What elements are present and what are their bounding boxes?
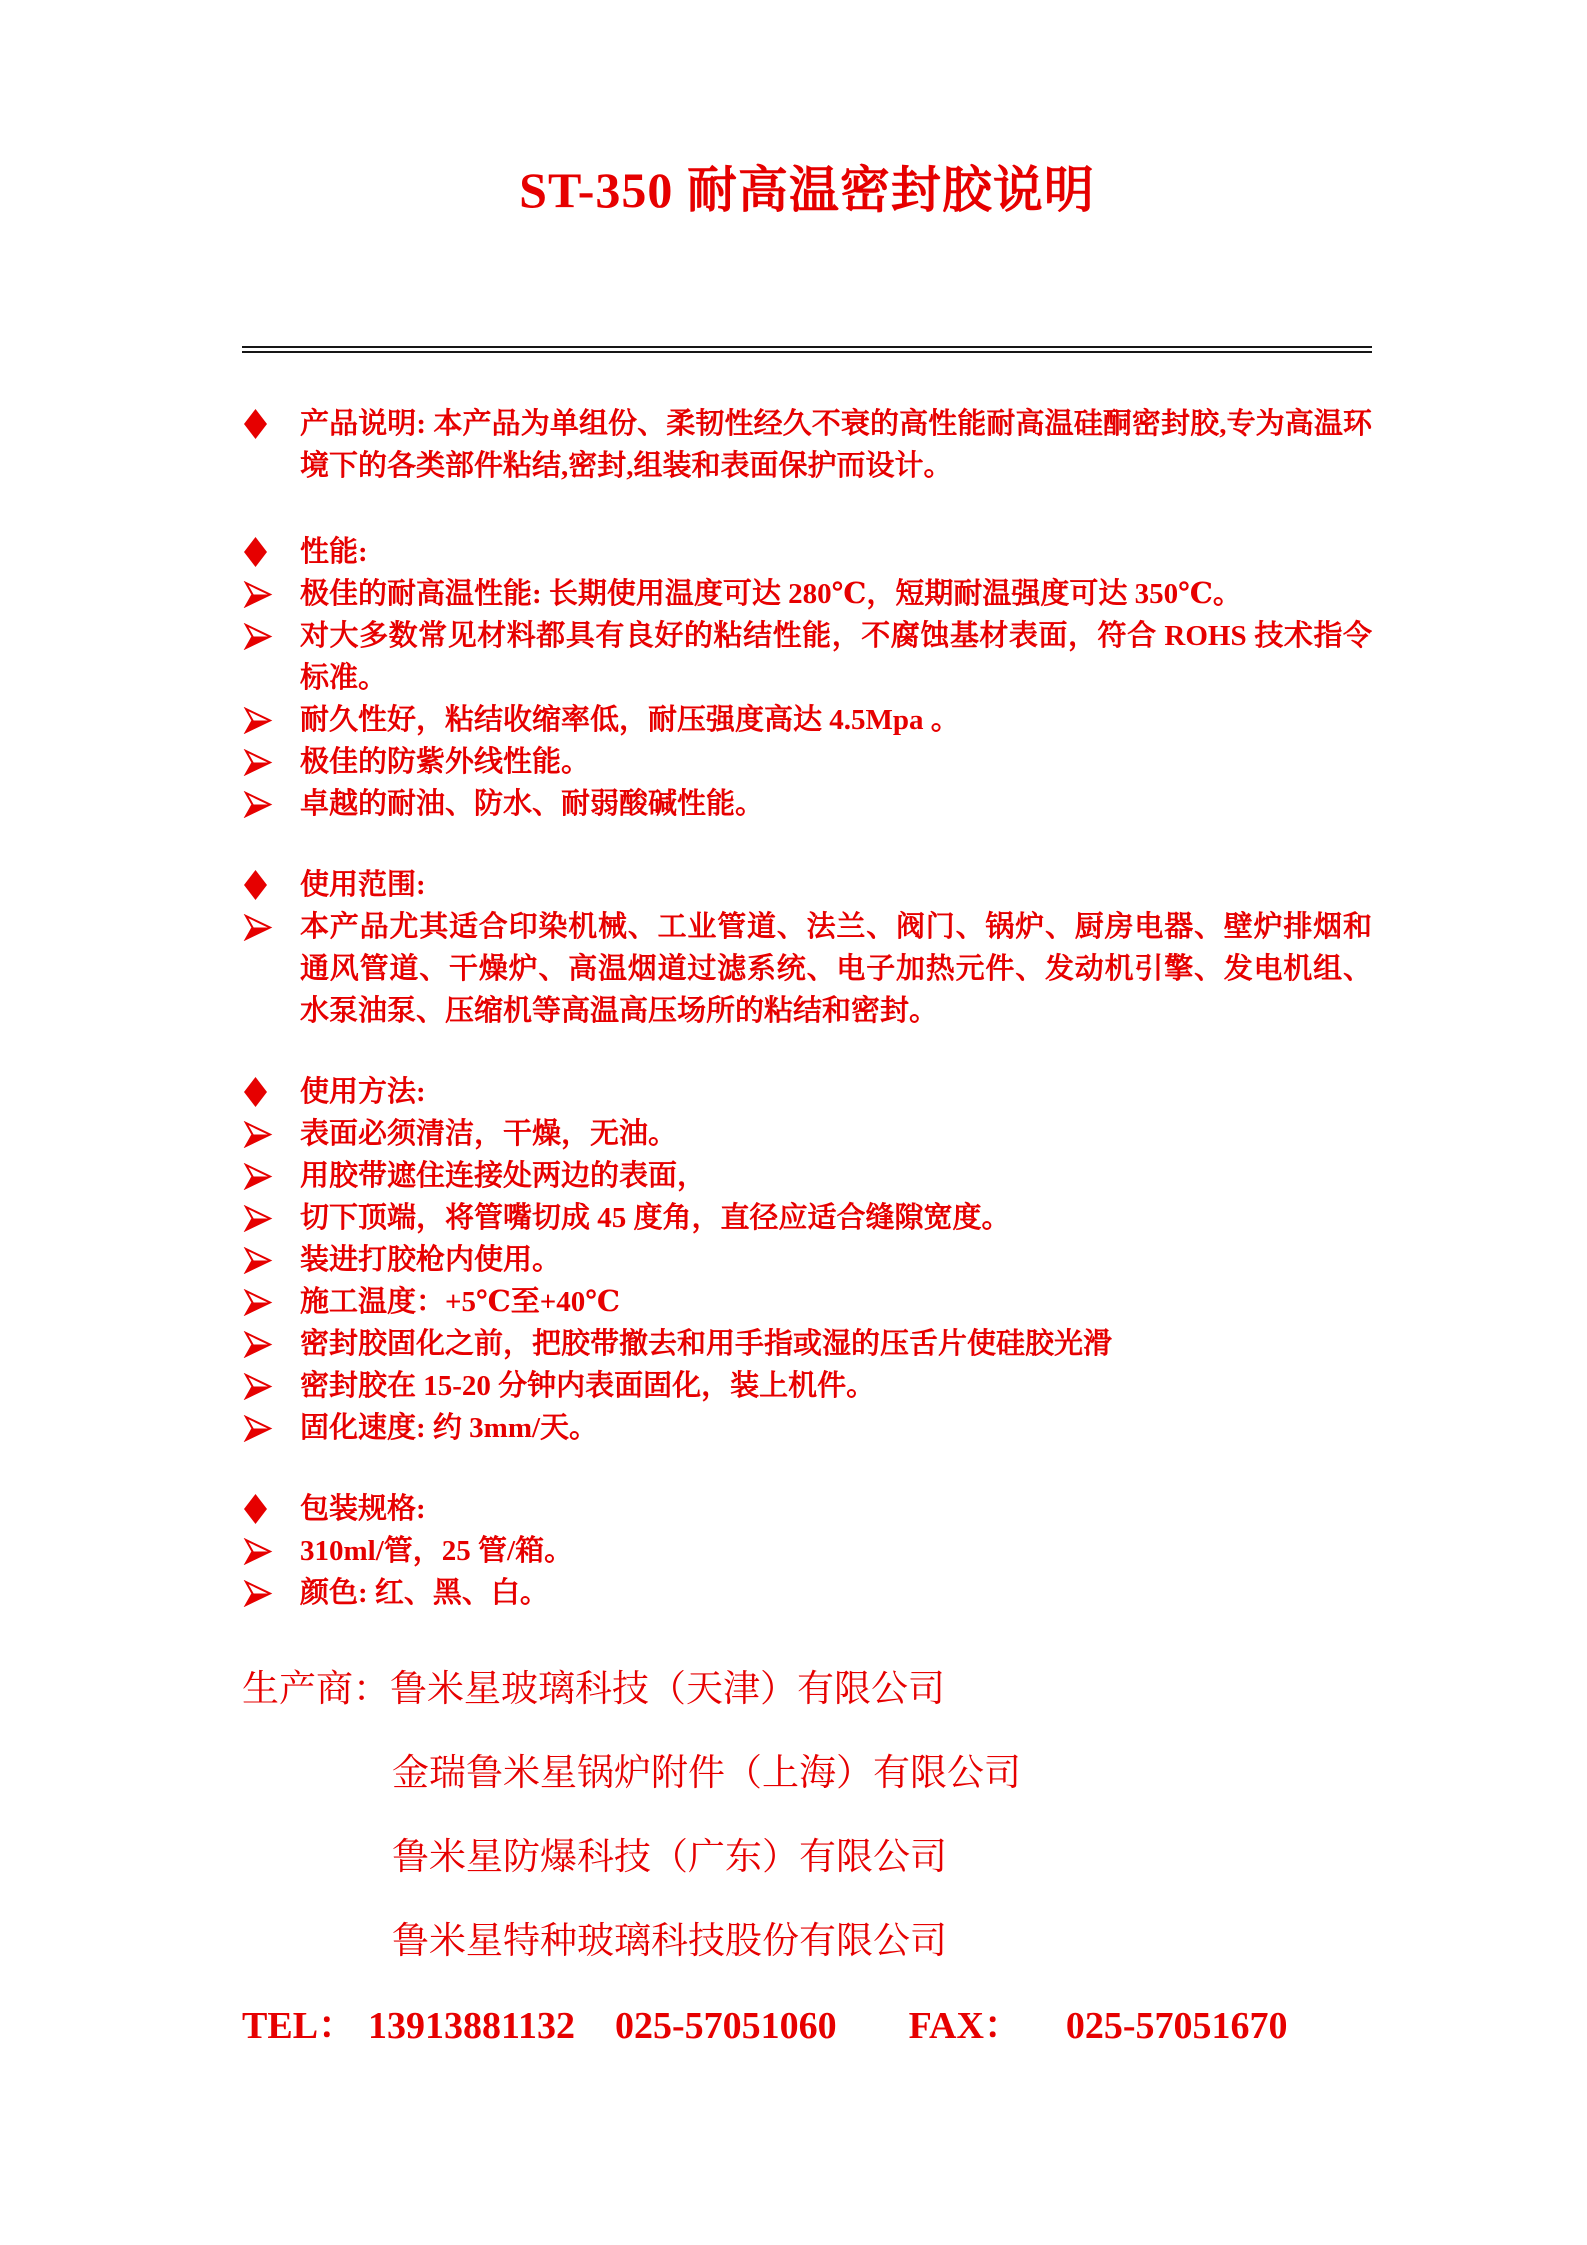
section-heading-performance <box>242 531 1372 573</box>
intro-item <box>242 403 1372 487</box>
arrow-bullet-icon <box>242 1155 300 1190</box>
list-item <box>242 1281 1372 1323</box>
arrow-bullet-icon <box>242 1323 300 1358</box>
arrow-bullet-icon <box>242 1407 300 1442</box>
diamond-bullet-icon <box>242 403 300 439</box>
tel-landline-number: 025-57051060 <box>614 2005 837 2047</box>
list-item-text: 对大多数常见材料都具有良好的粘结性能，不腐蚀基材表面，符合 ROHS 技术指令标准。 <box>300 620 1372 694</box>
list-item-text: 固化速度: 约 3mm/天。 <box>300 1412 599 1444</box>
diamond-bullet-icon <box>242 1071 300 1107</box>
arrow-bullet-icon <box>242 1113 300 1148</box>
arrow-bullet-icon <box>242 1530 300 1565</box>
page-title: ST-350 耐高温密封胶说明 <box>519 162 1095 218</box>
list-item-text: 装进打胶枪内使用。 <box>300 1244 562 1276</box>
list-item <box>242 1197 1372 1239</box>
arrow-bullet-icon <box>242 1239 300 1274</box>
list-item <box>242 1239 1372 1281</box>
list-item <box>242 573 1372 615</box>
list-item <box>242 1113 1372 1155</box>
arrow-bullet-icon <box>242 741 300 776</box>
section-heading-packaging <box>242 1488 1372 1530</box>
list-item-text: 施工温度：+5℃至+40℃ <box>300 1286 621 1318</box>
arrow-bullet-icon <box>242 783 300 818</box>
list-item-text: 极佳的耐高温性能: 长期使用温度可达 280℃，短期耐温强度可达 350℃。 <box>300 578 1242 610</box>
fax-label: FAX： <box>908 2005 1022 2047</box>
arrow-bullet-icon <box>242 615 300 650</box>
arrow-bullet-icon <box>242 573 300 608</box>
section-heading-text: 使用方法: <box>300 1076 426 1108</box>
arrow-bullet-icon <box>242 699 300 734</box>
intro-text: 产品说明: 本产品为单组份、柔韧性经久不衰的高性能耐高温硅酮密封胶,专为高温环境下的各类部件粘结,密封,组装和表面保护而设计。 <box>300 408 1372 482</box>
list-item <box>242 1530 1372 1572</box>
arrow-bullet-icon <box>242 1197 300 1232</box>
list-item <box>242 1323 1372 1365</box>
title-double-rule <box>242 346 1372 353</box>
list-item <box>242 1365 1372 1407</box>
list-item-text: 310ml/管，25 管/箱。 <box>300 1535 574 1567</box>
list-item-text: 切下顶端，将管嘴切成 45 度角，直径应适合缝隙宽度。 <box>300 1202 1011 1234</box>
section-heading-method <box>242 1071 1372 1113</box>
arrow-bullet-icon <box>242 906 300 941</box>
manufacturer-line: 生产商：鲁米星玻璃科技（天津）有限公司 <box>242 1669 945 1710</box>
list-item-text: 本产品尤其适合印染机械、工业管道、法兰、阀门、锅炉、厨房电器、壁炉排烟和通风管道、干燥炉、高温烟道过滤系统、电子加热元件、发动机引擎、发电机组、水泵油泵、压缩机等高温高压场所的粘结和密封。 <box>300 911 1372 1027</box>
diamond-bullet-icon <box>242 1488 300 1524</box>
manufacturer-line: 鲁米星防爆科技（广东）有限公司 <box>392 1837 947 1878</box>
manufacturer-line: 金瑞鲁米星锅炉附件（上海）有限公司 <box>392 1753 1021 1794</box>
list-item-text: 表面必须清洁，干燥，无油。 <box>300 1118 678 1150</box>
list-item <box>242 1155 1372 1197</box>
arrow-bullet-icon <box>242 1281 300 1316</box>
list-item-text: 卓越的耐油、防水、耐弱酸碱性能。 <box>300 788 765 820</box>
section-heading-text: 性能: <box>300 536 368 568</box>
diamond-bullet-icon <box>242 531 300 567</box>
section-heading-text: 包装规格: <box>300 1493 426 1525</box>
list-item-text: 颜色: 红、黑、白。 <box>300 1577 549 1609</box>
contact-line <box>242 2000 1372 2052</box>
section-heading-scope <box>242 864 1372 906</box>
list-item <box>242 906 1372 1032</box>
list-item-text: 密封胶固化之前，把胶带撤去和用手指或湿的压舌片使硅胶光滑 <box>300 1328 1113 1360</box>
list-item-text: 用胶带遮住连接处两边的表面， <box>300 1160 707 1192</box>
list-item-text: 极佳的防紫外线性能。 <box>300 746 591 778</box>
manufacturer-block <box>242 1664 1372 1968</box>
list-item <box>242 741 1372 783</box>
list-item <box>242 783 1372 825</box>
arrow-bullet-icon <box>242 1365 300 1400</box>
manufacturer-line: 鲁米星特种玻璃科技股份有限公司 <box>392 1921 947 1962</box>
tel-label: TEL： <box>242 2005 357 2047</box>
list-item-text: 耐久性好，粘结收缩率低，耐压强度高达 4.5Mpa 。 <box>300 704 960 736</box>
section-heading-text: 使用范围: <box>300 869 426 901</box>
list-item <box>242 1407 1372 1449</box>
list-item-text: 密封胶在 15-20 分钟内表面固化，装上机件。 <box>300 1370 876 1402</box>
list-item <box>242 1572 1372 1614</box>
tel-mobile-number: 13913881132 <box>368 2005 575 2047</box>
list-item <box>242 699 1372 741</box>
diamond-bullet-icon <box>242 864 300 900</box>
fax-number: 025-57051670 <box>1065 2005 1288 2047</box>
arrow-bullet-icon <box>242 1572 300 1607</box>
document-content <box>242 0 1372 2052</box>
list-item <box>242 615 1372 699</box>
